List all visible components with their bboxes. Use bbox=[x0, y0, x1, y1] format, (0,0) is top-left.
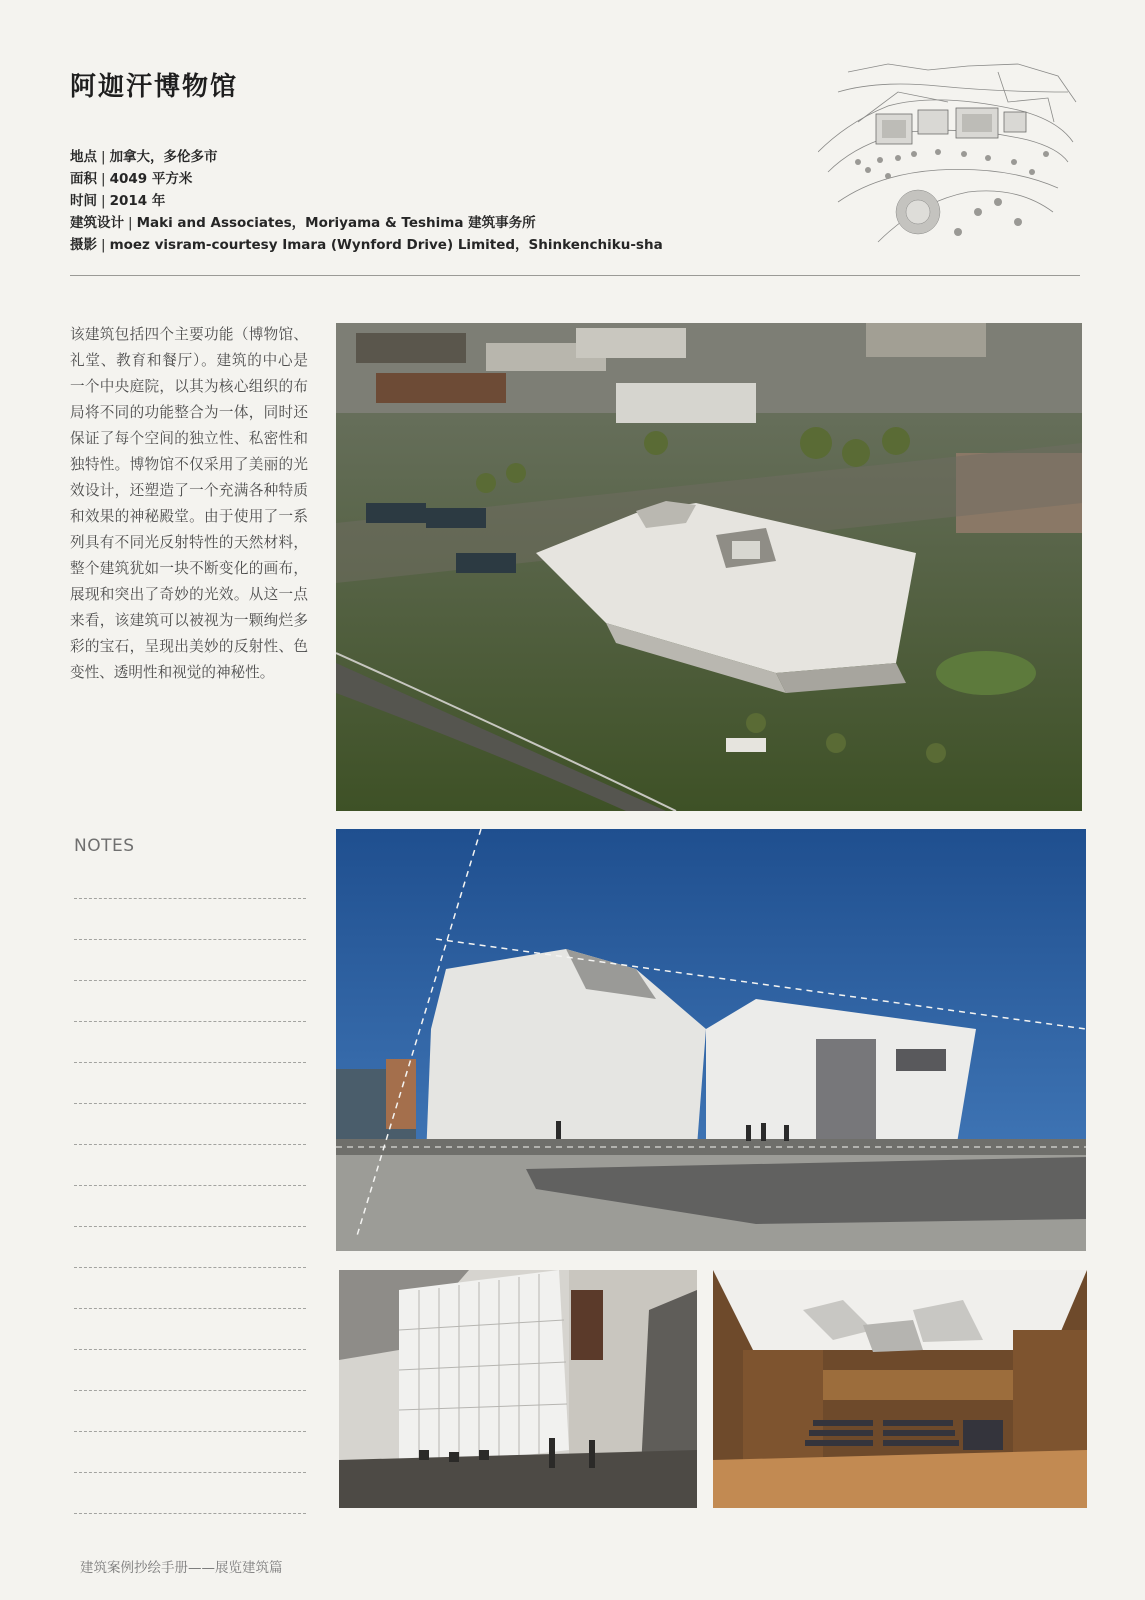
note-line bbox=[74, 1144, 306, 1145]
meta-photography: 摄影 | moez visram-courtesy Imara (Wynford Drive) Limited，Shinkenchiku-sha bbox=[70, 237, 663, 253]
header-divider bbox=[70, 275, 1080, 276]
note-line bbox=[74, 1349, 306, 1350]
note-line bbox=[74, 1185, 306, 1186]
note-line bbox=[74, 1513, 306, 1514]
exterior-photo bbox=[336, 829, 1086, 1251]
project-meta bbox=[70, 146, 663, 256]
meta-architect: 建筑设计 | Maki and Associates，Moriyama & Teshima 建筑事务所 bbox=[70, 215, 536, 231]
note-line bbox=[74, 939, 306, 940]
meta-area: 面积 | 4049 平方米 bbox=[70, 171, 193, 187]
note-line bbox=[74, 1062, 306, 1063]
meta-location: 地点 | 加拿大，多伦多市 bbox=[70, 149, 218, 165]
note-line bbox=[74, 980, 306, 981]
note-line bbox=[74, 1021, 306, 1022]
note-line bbox=[74, 1267, 306, 1268]
note-line bbox=[74, 1390, 306, 1391]
note-line bbox=[74, 1103, 306, 1104]
project-description: 该建筑包括四个主要功能（博物馆、礼堂、教育和餐厅）。建筑的中心是一个中央庭院，以其为核心组织的布局将不同的功能整合为一体，同时还保证了每个空间的独立性、私密性和独特性。博物馆不仅采用了美丽的光效设计，还塑造了一个充满各种特质和效果的神秘殿堂。由于使用了一系列具有不同光反射特性的天然材料，整个建筑犹如一块不断变化的画布，展现和突出了奇妙的光效。从这一点来看，该建筑可以被视为一颗绚烂多彩的宝石，呈现出美妙的反射性、色变性、透明性和视觉的神秘性。 bbox=[70, 326, 308, 681]
note-line bbox=[74, 1308, 306, 1309]
note-line bbox=[74, 1431, 306, 1432]
page-title: 阿迦汗博物馆 bbox=[70, 72, 239, 102]
aerial-photo bbox=[336, 323, 1082, 811]
meta-year: 时间 | 2014 年 bbox=[70, 193, 166, 209]
note-line bbox=[74, 898, 306, 899]
note-line bbox=[74, 1226, 306, 1227]
site-plan-drawing bbox=[818, 62, 1080, 252]
auditorium-photo bbox=[713, 1270, 1087, 1508]
page-footer: 建筑案例抄绘手册——展览建筑篇 bbox=[80, 1560, 283, 1576]
notes-heading: NOTES bbox=[74, 836, 135, 856]
note-line bbox=[74, 1472, 306, 1473]
atrium-photo bbox=[339, 1270, 697, 1508]
